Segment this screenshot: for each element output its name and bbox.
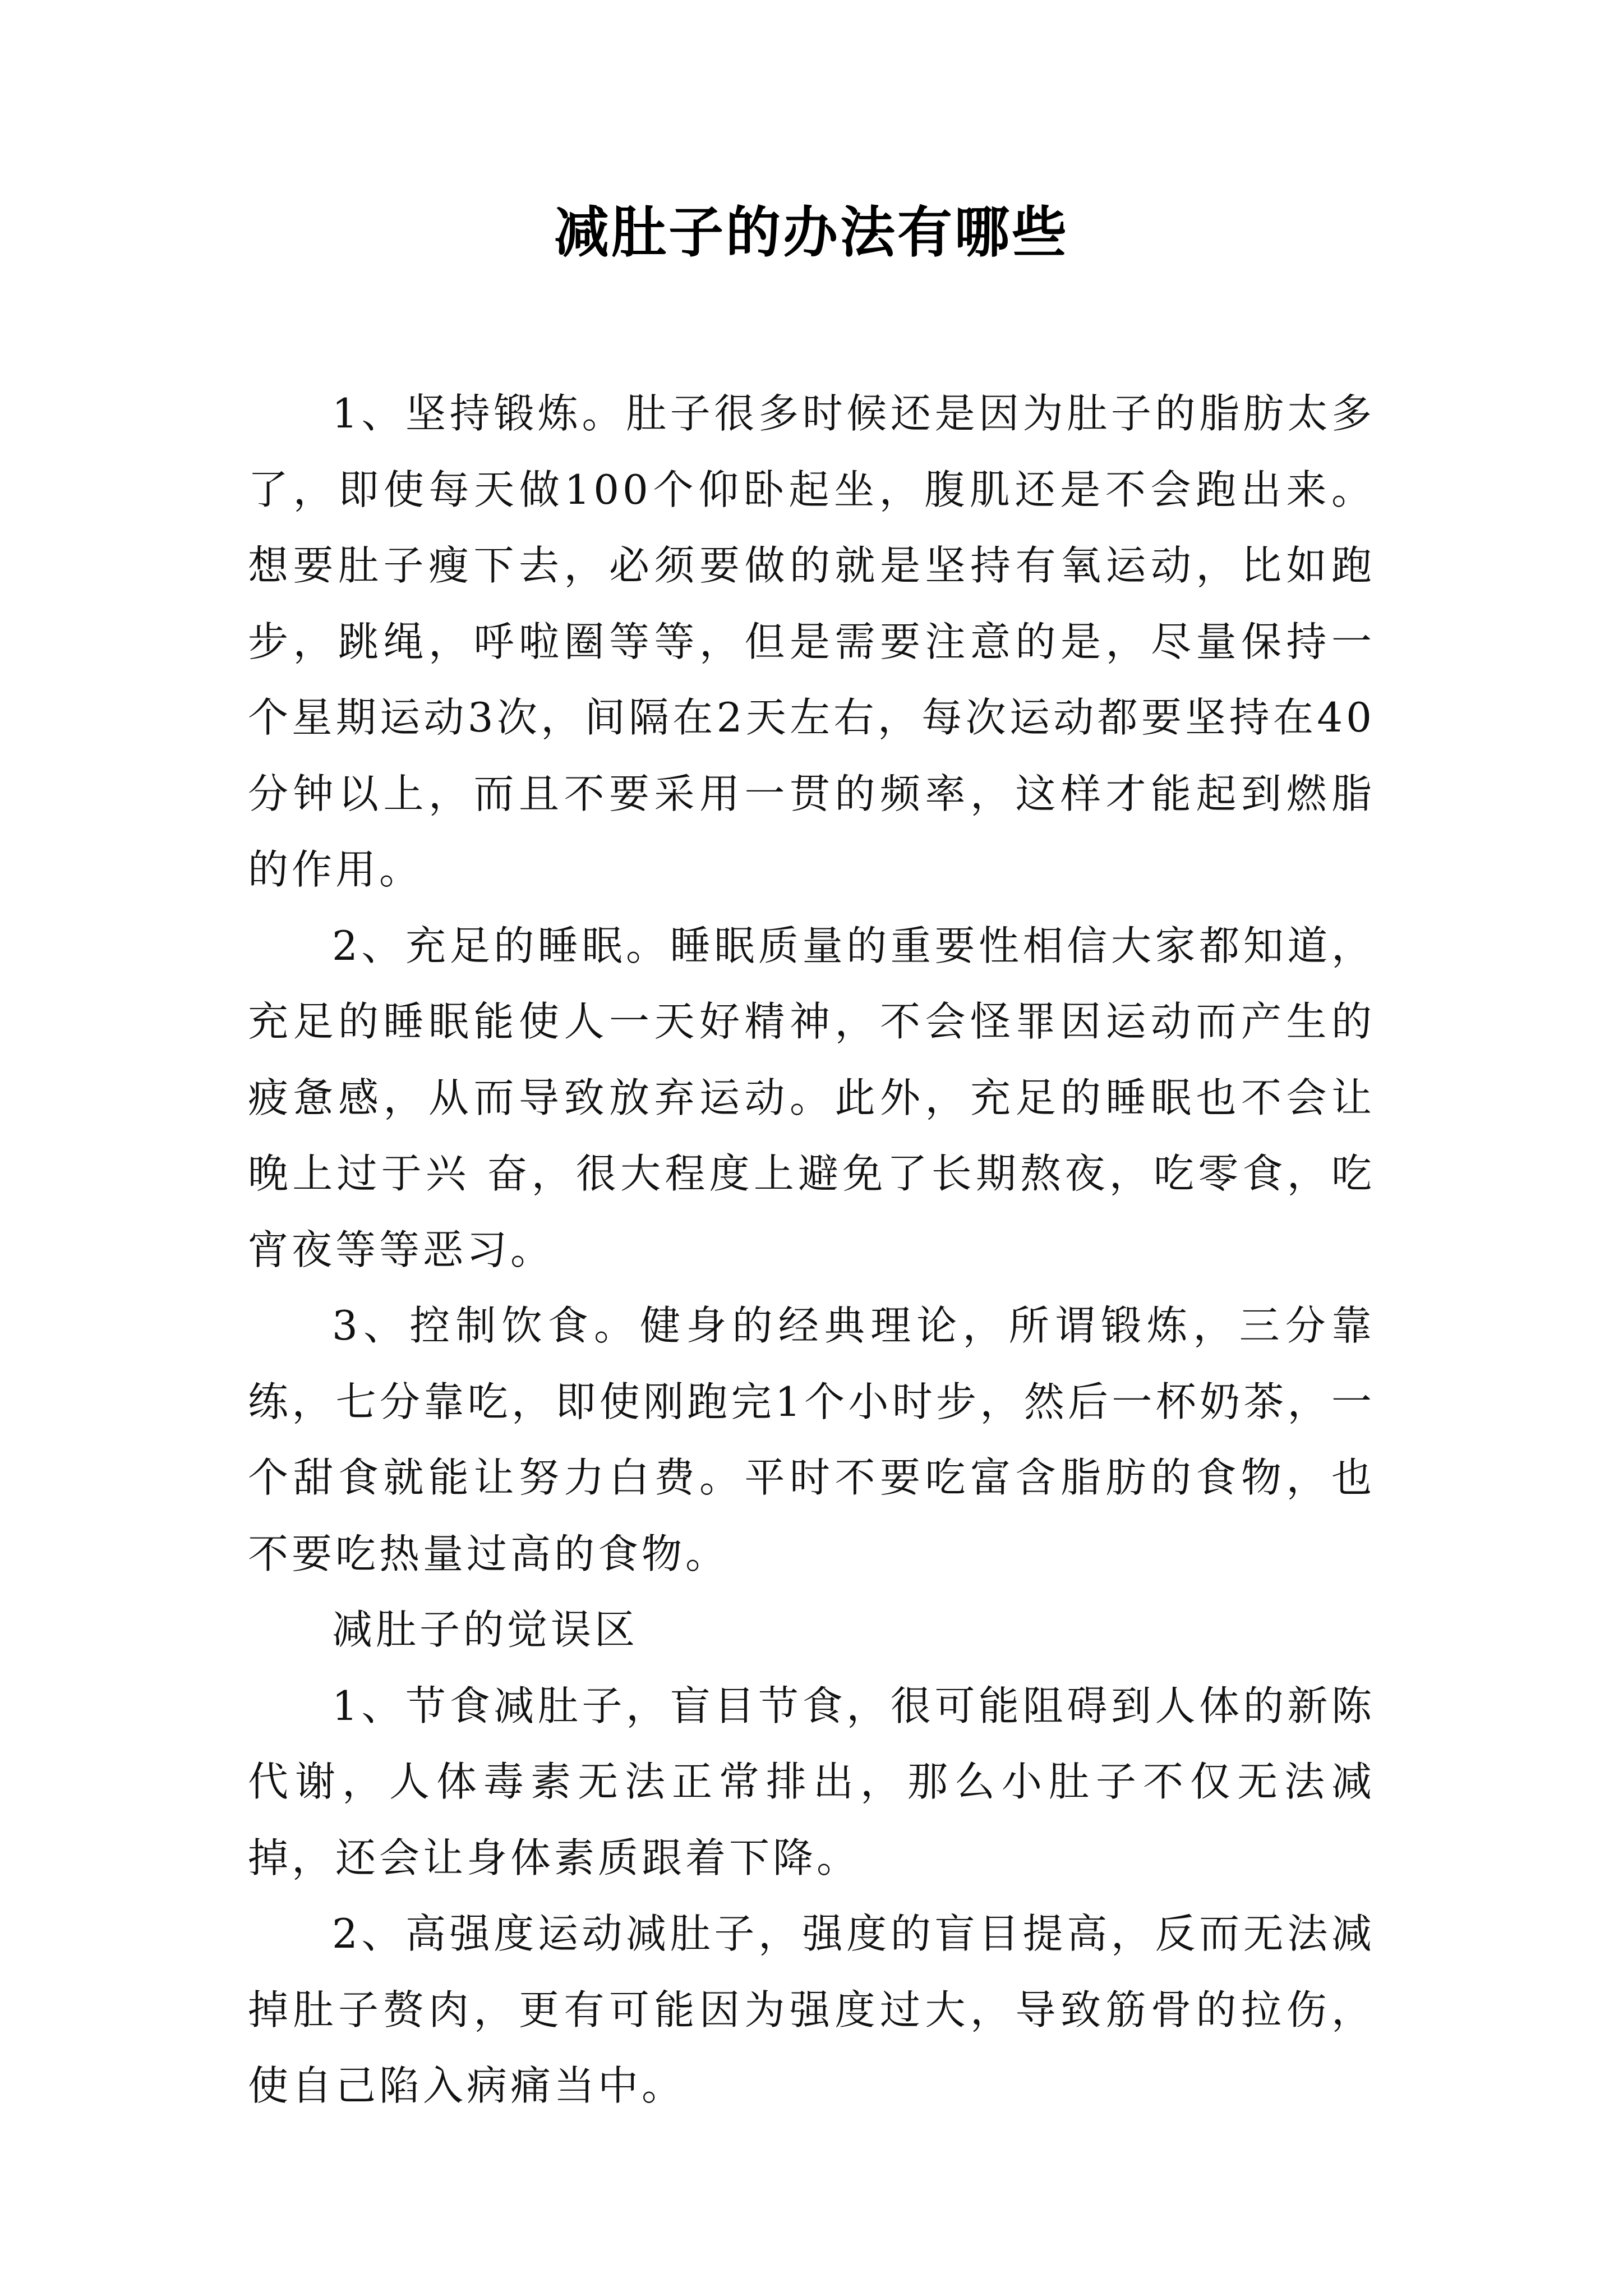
paragraph-diet: 3、控制饮食。健身的经典理论，所谓锻炼，三分靠练，七分靠吃，即使刚跑完1个小时步，然后一杯奶茶，一个甜食就能让努力白费。平时不要吃富含脂肪的食物，也不要吃热量过高的食物。	[248, 1302, 1375, 1577]
paragraph-misconception-intensity: 2、高强度运动减肚子，强度的盲目提高，反而无法减掉肚子赘肉，更有可能因为强度过大，导致筋骨的拉伤，使自己陷入病痛当中。	[248, 1910, 1375, 2109]
document-body	[248, 376, 1375, 2124]
paragraph-misconception-dieting: 1、节食减肚子，盲目节食，很可能阻碍到人体的新陈代谢，人体毒素无法正常排出，那么小肚子不仅无法减掉，还会让身体素质跟着下降。	[248, 1682, 1375, 1881]
section-subheading: 减肚子的觉误区	[332, 1606, 639, 1653]
paragraph-sleep: 2、充足的睡眠。睡眠质量的重要性相信大家都知道，充足的睡眠能使人一天好精神，不会怪罪因运动而产生的疲惫感，从而导致放弃运动。此外，充足的睡眠也不会让晚上过于兴 奋，很大程度上避免了长期熬夜，吃零食，吃宵夜等等恶习。	[248, 922, 1375, 1273]
document-title: 减肚子的办法有哪些	[554, 200, 1069, 265]
paragraph-exercise: 1、坚持锻炼。肚子很多时候还是因为肚子的脂肪太多了，即使每天做100个仰卧起坐，腹肌还是不会跑出来。想要肚子瘦下去，必须要做的就是坚持有氧运动，比如跑步，跳绳，呼啦圈等等，但是需要注意的是，尽量保持一个星期运动3次，间隔在2天左右，每次运动都要坚持在40分钟以上，而且不要采用一贯的频率，这样才能起到燃脂的作用。	[248, 390, 1375, 893]
